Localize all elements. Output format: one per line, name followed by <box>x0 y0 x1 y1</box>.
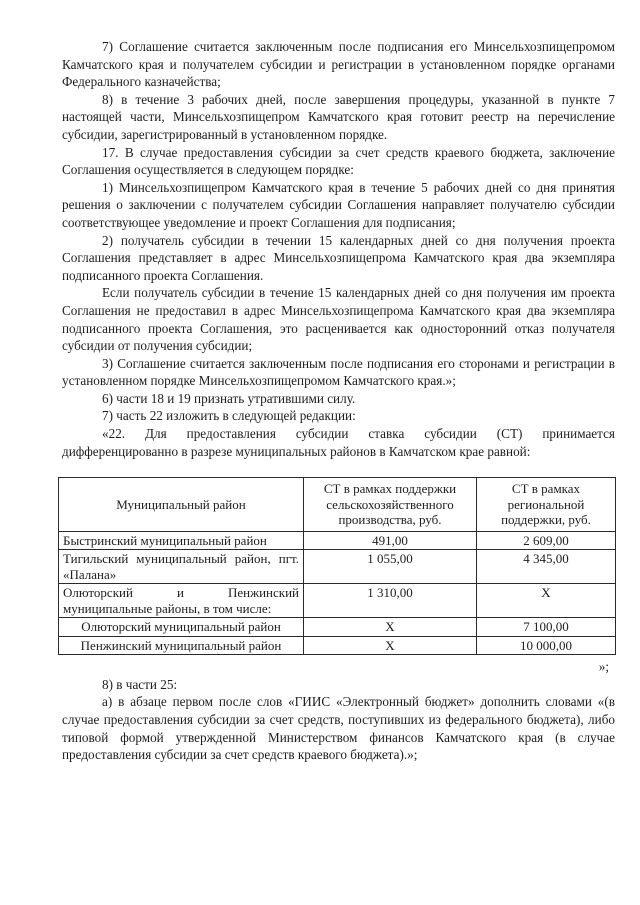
paragraph-item-2: 2) получатель субсидии в течении 15 календарных дней со дня получения проекта Соглашения представляет в адрес Минсельхозпищепрома Камчатского края два экземпляра подписанного проекта Соглашения. <box>62 232 615 283</box>
table-cell-district: Олюторский и Пенжинский муниципальные районы, в том числе: <box>59 584 304 618</box>
table-cell-regional-rate: Х <box>477 584 616 618</box>
table-cell-district: Олюторский муниципальный район <box>59 618 304 637</box>
paragraph-amend-8: 8) в части 25: <box>102 676 178 692</box>
paragraph-refusal: Если получатель субсидии в течение 15 календарных дней со дня получения им проекта Соглашения не предоставил в адрес Минсельхозпищепрома Камчатского края два экземпляра подписанного проекта Соглашения, это расценивается как односторонний отказ получателя субсидии от получения субсидии; <box>62 285 615 354</box>
table-cell-district: Быстринский муниципальный район <box>59 531 304 550</box>
column-header-agri-rate: СТ в рамках поддержки сельскохозяйственного производства, руб. <box>304 478 477 532</box>
table-cell-district: Пенжинский муниципальный район <box>59 636 304 655</box>
paragraph-item-8: 8) в течение 3 рабочих дней, после завершения процедуры, указанной в пункте 7 настоящей части, Минсельхозпищепром Камчатского края готовит реестр на перечисление субсидии, зарегистрированный в установленном порядке. <box>62 91 615 142</box>
paragraph-item-1: 1) Минсельхозпищепром Камчатского края в течение 5 рабочих дней со дня принятия решения о заключении с получателем субсидии Соглашения направляет получателю субсидии соответствующее уведомление и проект Соглашения для подписания; <box>62 179 615 230</box>
table-row <box>59 584 616 618</box>
paragraph-clause-22: «22. Для предоставления субсидии ставка субсидии (СТ) принимается дифференцированно в разрезе муниципальных районов в Камчатском крае равной: <box>62 426 615 459</box>
table-row <box>59 531 616 550</box>
table-cell-regional-rate: 2 609,00 <box>477 531 616 550</box>
table-cell-agri-rate: 1 055,00 <box>304 550 477 584</box>
paragraph-amend-7: 7) часть 22 изложить в следующей редакции: <box>102 408 356 424</box>
subsidy-rates-table <box>58 477 616 655</box>
table-row <box>59 636 616 655</box>
table-cell-regional-rate: 4 345,00 <box>477 550 616 584</box>
table-closing-quote: »; <box>598 659 609 675</box>
column-header-district: Муниципальный район <box>59 478 304 532</box>
table-cell-regional-rate: 10 000,00 <box>477 636 616 655</box>
document-body <box>62 38 615 764</box>
table-cell-regional-rate: 7 100,00 <box>477 618 616 637</box>
table-cell-agri-rate: 1 310,00 <box>304 584 477 618</box>
paragraph-item-7: 7) Соглашение считается заключенным после подписания его Минсельхозпищепромом Камчатского края и получателем субсидии и регистрации в установленном порядке органами Федерального казначейства; <box>62 39 615 90</box>
paragraph-item-3: 3) Соглашение считается заключенным после подписания его сторонами и регистрации в установленном порядке Минсельхозпищепромом Камчатского края.»; <box>62 355 615 389</box>
paragraph-amend-8a: а) в абзаце первом после слов «ГИИС «Электронный бюджет» дополнить словами «(в случае предоставления субсидии за счет средств, поступивших из федерального бюджета), либо типовой формой утвержденной Министерством финансов Камчатского края (в случае предоставления субсидии за счет средств краевого бюджета).»; <box>62 694 615 763</box>
paragraph-clause-17: 17. В случае предоставления субсидии за счет средств краевого бюджета, заключение Соглашения осуществляется в следующем порядке: <box>62 144 615 178</box>
table-cell-agri-rate: Х <box>304 636 477 655</box>
table-cell-district: Тигильский муниципальный район, пгт. «Палана» <box>59 550 304 584</box>
table-header-row <box>59 478 616 532</box>
table-row <box>59 618 616 637</box>
paragraph-amend-6: 6) части 18 и 19 признать утратившими силу. <box>102 390 356 406</box>
column-header-regional-rate: СТ в рамках региональной поддержки, руб. <box>477 478 616 532</box>
table-cell-agri-rate: 491,00 <box>304 531 477 550</box>
table-cell-agri-rate: Х <box>304 618 477 637</box>
table-row <box>59 550 616 584</box>
